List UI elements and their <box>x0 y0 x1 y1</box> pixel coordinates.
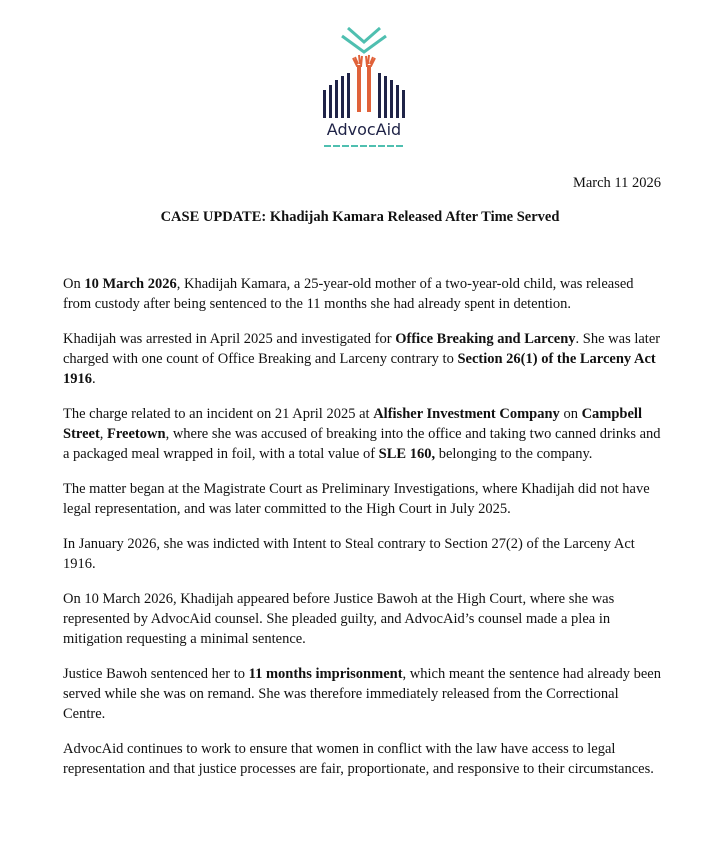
text-segment: belonging to the company. <box>435 446 593 462</box>
paragraph <box>63 274 663 314</box>
text-segment: , which meant the sentence had already been served while she was on remand. She was therefore immediately released from the Correctional Centre. <box>63 666 661 722</box>
paragraph <box>63 739 663 779</box>
text-segment: . She was later charged with one count of Office Breaking and Larceny contrary to <box>63 331 661 367</box>
bold-text: Section 26(1) of the Larceny Act 1916 <box>63 351 656 387</box>
text-segment: On 10 March 2026, Khadijah appeared before Justice Bawoh at the High Court, where she was represented by AdvocAid counsel. She pleaded guilty, and AdvocAid’s counsel made a plea in mitigation requesting a minimal sentence. <box>63 591 615 647</box>
document-body <box>63 274 663 794</box>
text-segment: . <box>92 371 96 387</box>
text-segment: , <box>99 426 108 442</box>
text-segment: Khadijah was arrested in April 2025 and investigated for <box>63 331 396 347</box>
bold-text: Campbell Street <box>63 406 642 442</box>
document-title: CASE UPDATE: Khadijah Kamara Released After Time Served <box>160 209 560 225</box>
text-segment: , Khadijah Kamara, a 25-year-old mother of a two-year-old child, was released from custody after being sentenced to the 11 months she had already spent in detention. <box>63 276 634 312</box>
bold-text: Alfisher Investment Company <box>373 406 560 422</box>
bold-text: 10 March 2026 <box>84 276 177 292</box>
document-date: March 11 2026 <box>572 175 661 191</box>
paragraph <box>63 664 663 724</box>
bold-text: Freetown <box>107 426 166 442</box>
text-segment: The matter began at the Magistrate Court as Preliminary Investigations, where Khadijah did not have legal representation, and was later committed to the High Court in July 2025. <box>63 481 650 517</box>
text-segment: , where she was accused of breaking into the office and taking two canned drinks and a packaged meal wrapped in foil, with a total value of <box>63 426 661 462</box>
bold-text: Office Breaking and Larceny <box>395 331 576 347</box>
paragraph <box>63 404 663 464</box>
advocaid-logo <box>318 22 410 150</box>
text-segment: On <box>63 276 85 292</box>
paragraph <box>63 534 663 574</box>
paragraph <box>63 329 663 389</box>
paragraph <box>63 589 663 649</box>
logo-wordmark: AdvocAid <box>326 120 402 139</box>
text-segment: AdvocAid continues to work to ensure that women in conflict with the law have access to legal representation and that justice processes are fair, proportionate, and responsive to their circumstances. <box>63 741 654 777</box>
bold-text: SLE 160, <box>378 446 436 462</box>
text-segment: In January 2026, she was indicted with Intent to Steal contrary to Section 27(2) of the Larceny Act 1916. <box>63 536 635 572</box>
text-segment: on <box>559 406 582 422</box>
bold-text: 11 months imprisonment <box>248 666 403 682</box>
text-segment: Justice Bawoh sentenced her to <box>63 666 249 682</box>
text-segment: The charge related to an incident on 21 April 2025 at <box>63 406 374 422</box>
paragraph <box>63 479 663 519</box>
